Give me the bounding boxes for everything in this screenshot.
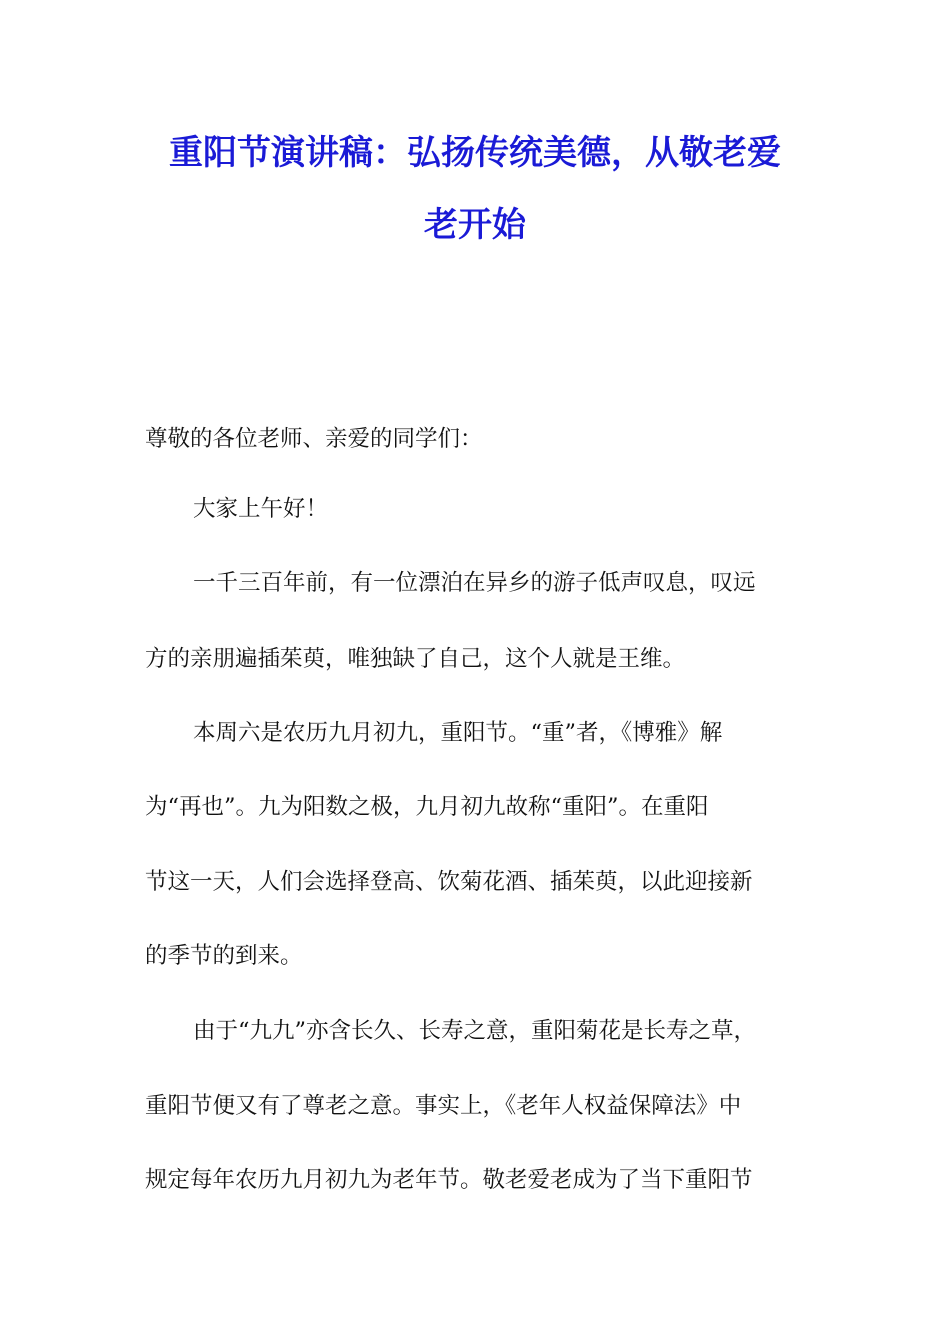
paragraph-line: 本周六是农历九月初九，重阳节。“重”者，《博雅》解 bbox=[193, 720, 723, 746]
paragraph-line: 的季节的到来。 bbox=[145, 943, 303, 969]
paragraph-line: 规定每年农历九月初九为老年节。敬老爱老成为了当下重阳节 bbox=[145, 1167, 753, 1193]
paragraph-line: 重阳节便又有了尊老之意。事实上，《老年人权益保障法》中 bbox=[145, 1093, 742, 1119]
paragraph-line: 一千三百年前，有一位漂泊在异乡的游子低声叹息，叹远 bbox=[193, 570, 756, 596]
greeting: 大家上午好！ bbox=[193, 496, 329, 522]
paragraph-line: 方的亲朋遍插茱萸，唯独缺了自己，这个人就是王维。 bbox=[145, 646, 686, 672]
title-line-1: 重阳节演讲稿：弘扬传统美德，从敬老爱 bbox=[169, 133, 781, 173]
paragraph-line: 节这一天，人们会选择登高、饮菊花酒、插茱萸，以此迎接新 bbox=[145, 869, 753, 895]
paragraph-line: 为“再也”。九为阳数之极，九月初九故称“重阳”。在重阳 bbox=[145, 794, 709, 820]
salutation: 尊敬的各位老师、亲爱的同学们： bbox=[145, 426, 483, 452]
title-line-2: 老开始 bbox=[424, 205, 526, 245]
paragraph-line: 由于“九九”亦含长久、长寿之意，重阳菊花是长寿之草， bbox=[193, 1018, 757, 1044]
